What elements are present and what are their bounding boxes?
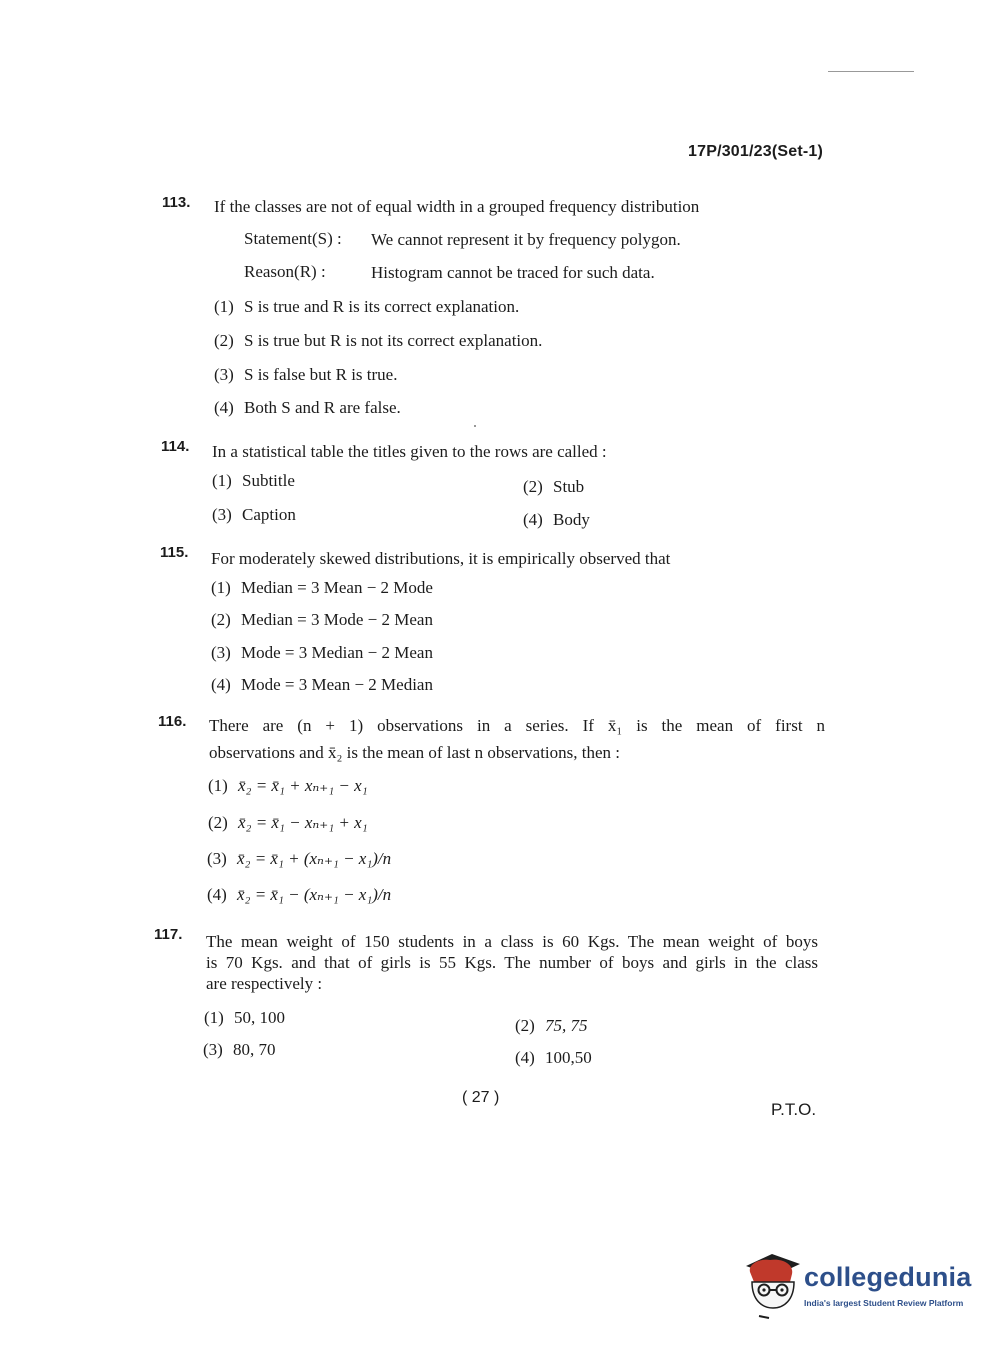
question-116-option-3: (3) x̄₂ = x̄₁ + (xₙ₊₁ − x₁)/n bbox=[207, 849, 392, 868]
question-116-option-4: (4) x̄₂ = x̄₁ − (xₙ₊₁ − x₁)/n bbox=[207, 885, 392, 904]
question-114-option-1: (1) Subtitle bbox=[212, 471, 295, 490]
question-114-option-4: (4) Body bbox=[523, 510, 590, 529]
question-117-text-line-2: is 70 Kgs. and that of girls is 55 Kgs. The number of boys and girls in the class bbox=[206, 953, 818, 972]
brand-tagline: India's largest Student Review Platform bbox=[804, 1298, 964, 1308]
question-116-number: 116. bbox=[158, 713, 187, 730]
question-113-option-2: (2) S is true but R is not its correct explanation. bbox=[214, 331, 543, 350]
question-114-text: In a statistical table the titles given to the rows are called : bbox=[212, 442, 607, 461]
reason-text: Histogram cannot be traced for such data. bbox=[371, 263, 655, 282]
question-114-option-2: (2) Stub bbox=[523, 477, 585, 496]
question-113-number: 113. bbox=[162, 194, 191, 211]
question-117-option-2: (2) 75, 75 bbox=[515, 1016, 588, 1035]
question-115-option-2: (2) Median = 3 Mode − 2 Mean bbox=[211, 610, 433, 629]
brand-name: collegedunia bbox=[804, 1262, 972, 1292]
reason-label: Reason(R) : bbox=[244, 262, 326, 281]
question-116-option-1: (1) x̄₂ = x̄₁ + xₙ₊₁ − x₁ bbox=[208, 776, 368, 795]
question-115-option-3: (3) Mode = 3 Median − 2 Mean bbox=[211, 643, 433, 662]
question-117-text-line-1: The mean weight of 150 students in a class is 60 Kgs. The mean weight of boys bbox=[206, 932, 818, 951]
pto-label: P.T.O. bbox=[771, 1100, 817, 1119]
question-117-option-3: (3) 80, 70 bbox=[203, 1040, 276, 1059]
paper-code: 17P/301/23(Set-1) bbox=[688, 143, 824, 160]
question-116-text-line-2: observations and x̄₂ is the mean of last n observations, then : bbox=[209, 743, 621, 762]
statement-label: Statement(S) : bbox=[244, 229, 342, 248]
question-113-option-3: (3) S is false but R is true. bbox=[214, 365, 398, 384]
question-113-option-4: (4) Both S and R are false. bbox=[214, 398, 401, 417]
question-117-number: 117. bbox=[154, 926, 183, 943]
top-rule bbox=[828, 71, 914, 72]
statement-text: We cannot represent it by frequency polygon. bbox=[371, 230, 681, 249]
question-116-option-2: (2) x̄₂ = x̄₁ − xₙ₊₁ + x₁ bbox=[208, 813, 368, 832]
question-115-option-1: (1) Median = 3 Mean − 2 Mode bbox=[211, 578, 433, 597]
page-number: ( 27 ) bbox=[462, 1089, 500, 1106]
question-116-text-line-1: There are (n + 1) observations in a series. If x̄₁ is the mean of first n bbox=[209, 716, 825, 735]
speck bbox=[474, 425, 476, 427]
question-114-number: 114. bbox=[161, 438, 190, 455]
question-115-number: 115. bbox=[160, 544, 189, 561]
question-117-text-line-3: are respectively : bbox=[206, 974, 323, 993]
question-115-option-4: (4) Mode = 3 Mean − 2 Median bbox=[211, 675, 433, 694]
question-117-option-1: (1) 50, 100 bbox=[204, 1008, 285, 1027]
question-113-option-1: (1) S is true and R is its correct explanation. bbox=[214, 297, 520, 316]
question-113-text: If the classes are not of equal width in a grouped frequency distribution bbox=[214, 197, 700, 216]
question-114-option-3: (3) Caption bbox=[212, 505, 296, 524]
question-117-option-4: (4) 100,50 bbox=[515, 1048, 592, 1067]
mascot-icon bbox=[742, 1250, 804, 1320]
question-115-text: For moderately skewed distributions, it is empirically observed that bbox=[211, 549, 671, 568]
